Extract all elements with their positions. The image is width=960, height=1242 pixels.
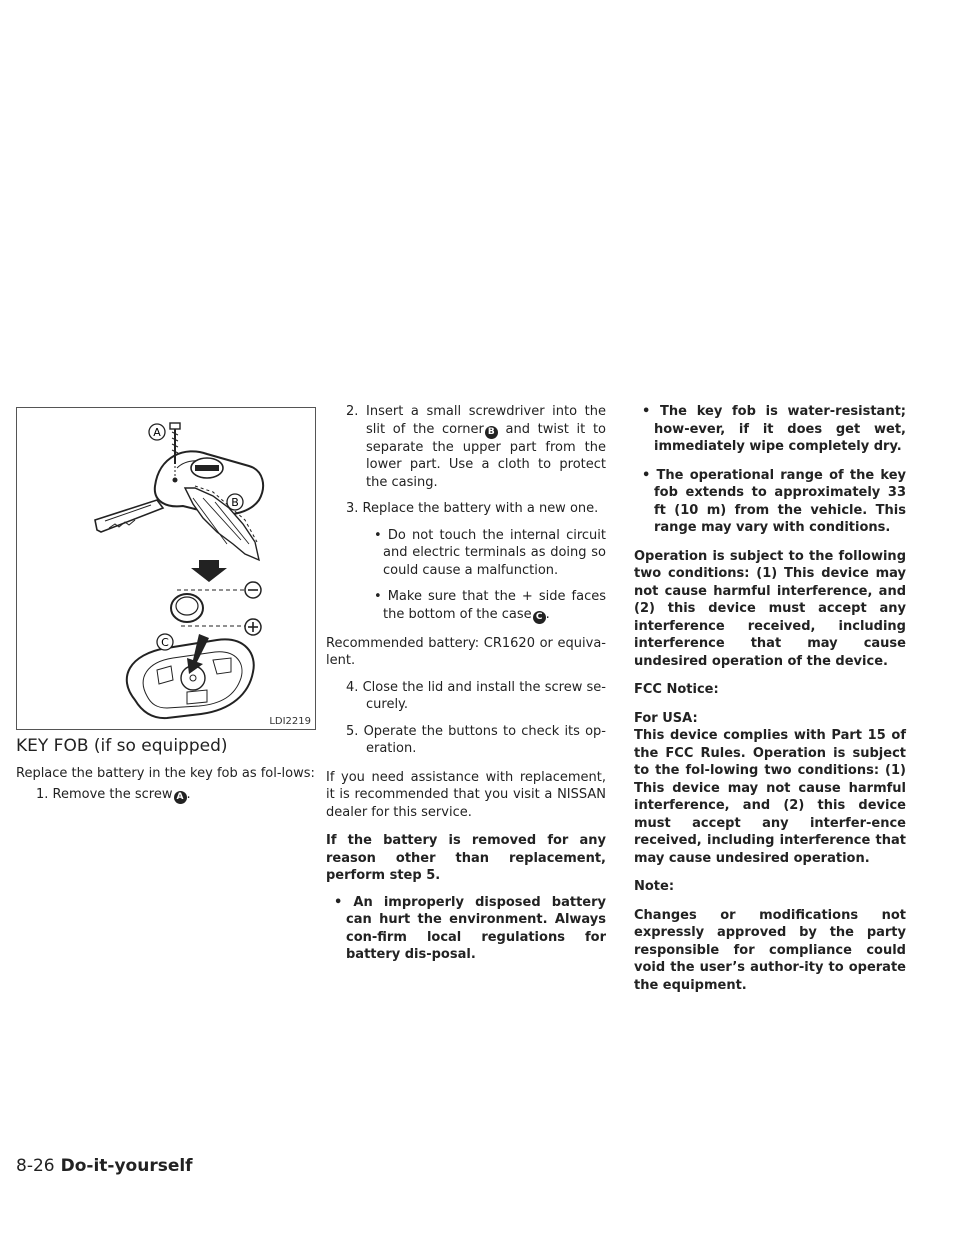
page-number: 8-26 <box>16 1156 55 1176</box>
section-name: Do-it-yourself <box>60 1156 193 1176</box>
warning-water: • The key fob is water-resistant; how-ever, if it does get wet, immediately wipe completely dry. <box>642 404 906 454</box>
operation-conditions: Operation is subject to the following two conditions: (1) This device may not cause harmful interference, and (2) this device must accept any interference received, including interference that may cause undesired operation of the device. <box>634 548 906 669</box>
label-b-text: B <box>231 496 239 509</box>
label-c-text: C <box>161 636 169 649</box>
step-3-bullet-2 <box>326 588 606 624</box>
step-2-text-b: and twist it to separate the upper part from the lower part. Use a cloth to protect the casing. <box>366 421 607 490</box>
label-a-text: A <box>153 426 161 439</box>
marker-a-icon: A <box>174 791 187 804</box>
figure-code: LDI2219 <box>269 716 311 727</box>
column-3 <box>634 403 906 994</box>
note-heading: Note: <box>634 879 675 894</box>
column-1 <box>16 738 316 804</box>
step-1 <box>16 786 316 804</box>
battery-removed-text: If the battery is removed for any reason other than replacement, perform step 5. <box>326 833 606 883</box>
recommended-battery: Recommended battery: CR1620 or equiva-lent. <box>326 635 606 668</box>
marker-c-icon: C <box>533 611 546 624</box>
step-1-text: 1. Remove the screw <box>36 787 173 802</box>
for-usa-heading: For USA: <box>634 710 698 726</box>
marker-b-icon: B <box>485 426 498 439</box>
step-1-end: . <box>186 787 191 802</box>
page-footer <box>16 1156 193 1176</box>
warning-range: • The operational range of the key fob extends to approximately 33 ft (10 m) from the vehicle. This range may vary with conditions. <box>642 467 906 535</box>
step-2 <box>326 403 606 491</box>
bullet-2-text-b: . <box>545 606 550 622</box>
step-3: 3. Replace the battery with a new one. <box>346 501 599 516</box>
bullet-2-text-a: • Make sure that the + side faces the bottom of the case <box>374 589 606 622</box>
key-fob-illustration <box>16 407 316 730</box>
step-5: 5. Operate the buttons to check its op-eration. <box>346 723 606 756</box>
key-fob-diagram <box>17 408 315 729</box>
intro-text: Replace the battery in the key fob as fol-lows: <box>16 765 315 781</box>
step-2-text-a: 2. Insert a small screwdriver into the slit of the corner <box>346 404 606 437</box>
warning-disposal: • An improperly disposed battery can hurt the environment. Always con-firm local regulations for battery dis-posal. <box>334 894 606 962</box>
column-2 <box>326 403 606 964</box>
step-3-bullet-1: • Do not touch the internal circuit and electric terminals as doing so could cause a malfunction. <box>374 527 606 578</box>
assistance-text: If you need assistance with replacement, it is recommended that you visit a NISSAN dealer for this service. <box>326 769 606 820</box>
note-text: Changes or modifications not expressly approved by the party responsible for compliance could void the user’s author-ity to operate the equipment. <box>634 907 906 993</box>
usa-compliance-text: This device complies with Part 15 of the FCC Rules. Operation is subject to the fol-lowing two conditions: (1) This device may not cause harmful interference, and (2) this device must accept any interfer-ence received, including interference that may cause undesired operation. <box>634 728 906 866</box>
fcc-notice-heading: FCC Notice: <box>634 682 719 697</box>
section-heading: KEY FOB (if so equipped) <box>16 736 228 756</box>
step-4: 4. Close the lid and install the screw se-curely. <box>346 679 606 712</box>
